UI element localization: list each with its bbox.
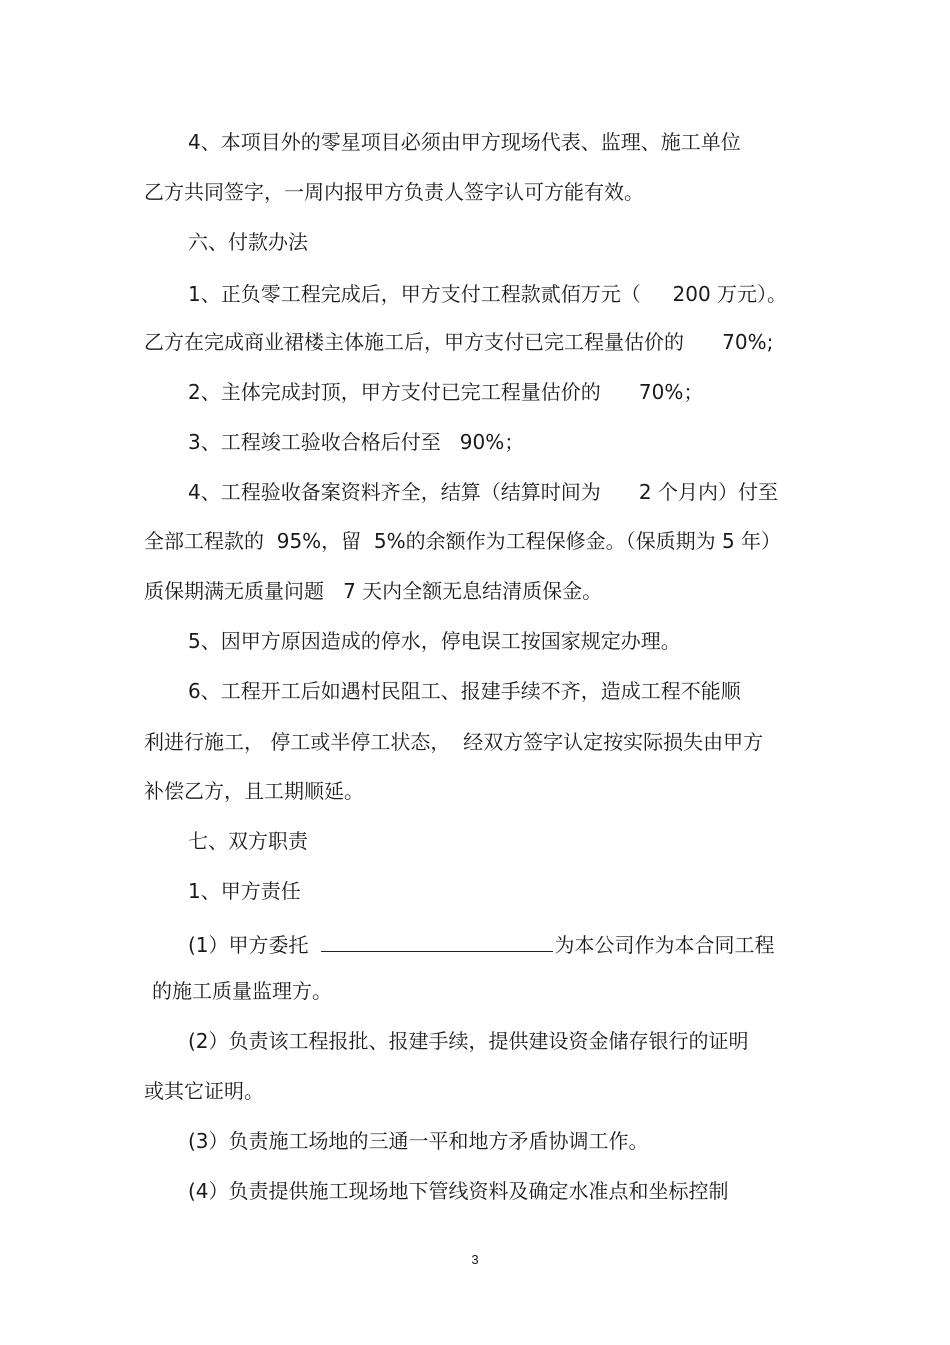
blank-fill-in [321,929,553,952]
text-line: 的施工质量监理方。 [152,979,332,1003]
text-line: (3）负责施工场地的三通一平和地方矛盾协调工作。 [188,1129,649,1153]
section-heading: 六、付款办法 [188,230,308,254]
text-line: 4、本项目外的零星项目必须由甲方现场代表、监理、施工单位 [188,130,741,154]
entrust-prefix: (1）甲方委托 [188,933,309,957]
text-line: 5、因甲方原因造成的停水，停电误工按国家规定办理。 [188,629,681,653]
entrust-line [188,929,775,957]
entrust-suffix: 为本公司作为本合同工程 [554,933,775,957]
text-line: 全部工程款的 95%，留 5%的余额作为工程保修金。（保质期为 5 年） [144,529,782,553]
subsection-heading: 1、甲方责任 [188,879,301,903]
text-line: 4、工程验收备案资料齐全，结算（结算时间为 2 个月内）付至 [188,480,778,504]
text-line: 利进行施工， 停工或半停工状态， 经双方签字认定按实际损失由甲方 [144,730,764,754]
text-line: (4）负责提供施工现场地下管线资料及确定水准点和坐标控制 [188,1179,729,1203]
text-line: 2、主体完成封顶，甲方支付已完工程量估价的 70%； [188,380,704,404]
text-line: 乙方共同签字，一周内报甲方负责人签字认可方能有效。 [144,180,644,204]
section-heading: 七、双方职责 [188,829,308,853]
text-line: 补偿乙方，且工期顺延。 [144,779,364,803]
text-line: 或其它证明。 [144,1079,264,1103]
text-line: 质保期满无质量问题 7 天内全额无息结清质保金。 [144,579,603,603]
text-line: 乙方在完成商业裙楼主体施工后，甲方支付已完工程量估价的 70%; [144,330,774,354]
text-line: (2）负责该工程报批、报建手续，提供建设资金储存银行的证明 [188,1029,749,1053]
page-number: 3 [471,1252,479,1267]
text-line: 1、正负零工程完成后，甲方支付工程款贰佰万元（ 200 万元）。 [188,282,788,306]
text-line: 6、工程开工后如遇村民阻工、报建手续不齐，造成工程不能顺 [188,679,741,703]
text-line: 3、工程竣工验收合格后付至 90%； [188,430,525,454]
